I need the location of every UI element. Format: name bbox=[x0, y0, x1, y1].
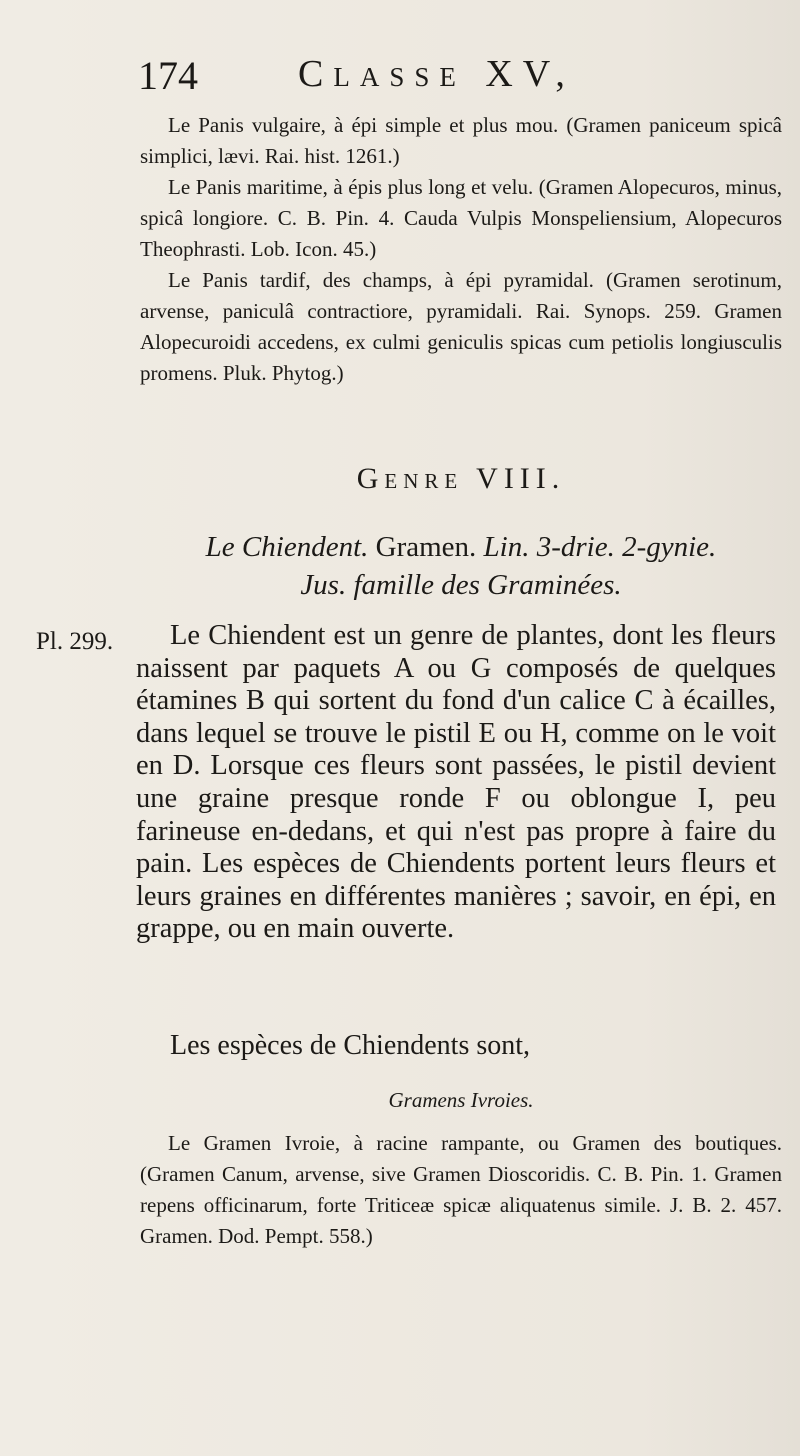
linnaeus-label: Lin. bbox=[483, 531, 530, 563]
species-list-top bbox=[140, 110, 782, 389]
plate-reference: Pl. 299. bbox=[36, 628, 114, 655]
jussieu-family: Jus. famille des Graminées. bbox=[300, 569, 622, 601]
class-title: Classe XV, bbox=[298, 53, 575, 95]
species-list-bottom bbox=[140, 1128, 782, 1252]
description-paragraph: Le Chiendent est un genre de plantes, dont les fleurs naissent par paquets A ou G composés de quelques étamines B qui sortent du fond d'un calice C à écailles, dans lequel se trouve le pistil E ou H, comme on le voit en D. Lorsque ces fleurs sont passées, le pistil devient une graine presque ronde F ou oblongue I, peu farineuse en-dedans, et qui n'est pas propre à faire du pain. Les espèces de Chiendents portent leurs fleurs et leurs graines en différentes manières ; savoir, en épi, en grappe, ou en main ouverte. bbox=[136, 620, 776, 945]
genre-title bbox=[140, 528, 782, 604]
species-entry: Le Gramen Ivroie, à racine rampante, ou Gramen des boutiques. (Gramen Canum, arvense, sive Gramen Dioscoridis. C. B. Pin. 1. Gramen repens officinarum, forte Triticeæ spicæ aliquatenus simile. J. B. 2. 457. Gramen. Dod. Pempt. 558.) bbox=[140, 1131, 782, 1248]
genre-heading: Genre VIII. bbox=[356, 462, 566, 495]
genre-name-la: Gramen. bbox=[375, 531, 477, 563]
genre-description bbox=[136, 620, 776, 946]
running-head bbox=[138, 52, 778, 102]
page-number: 174 bbox=[138, 53, 198, 98]
species-entry: Le Panis maritime, à épis plus long et velu. (Gramen Alopecuros, minus, spicâ longiore. C. B. Pin. 4. Cauda Vulpis Monspeliensium, Alopecuros Theophrasti. Lob. Icon. 45.) bbox=[140, 175, 782, 261]
species-entry: Le Panis tardif, des champs, à épi pyramidal. (Gramen serotinum, arvense, paniculâ contractiore, pyramidali. Rai. Synops. 259. Gramen Alopecuroidi accedens, ex culmi geniculis spicas cum petiolis longiusculis promens. Pluk. Phytog.) bbox=[140, 268, 782, 385]
linnaeus-class: 3-drie. bbox=[536, 531, 615, 563]
species-intro: Les espèces de Chiendents sont, bbox=[170, 1030, 531, 1061]
subsection-heading: Gramens Ivroies. bbox=[388, 1088, 534, 1112]
genre-name-fr: Le Chiendent. bbox=[205, 531, 369, 563]
species-entry: Le Panis vulgaire, à épi simple et plus mou. (Gramen paniceum spicâ simplici, lævi. Rai. hist. 1261.) bbox=[140, 113, 782, 168]
linnaeus-order: 2-gynie. bbox=[622, 531, 717, 563]
